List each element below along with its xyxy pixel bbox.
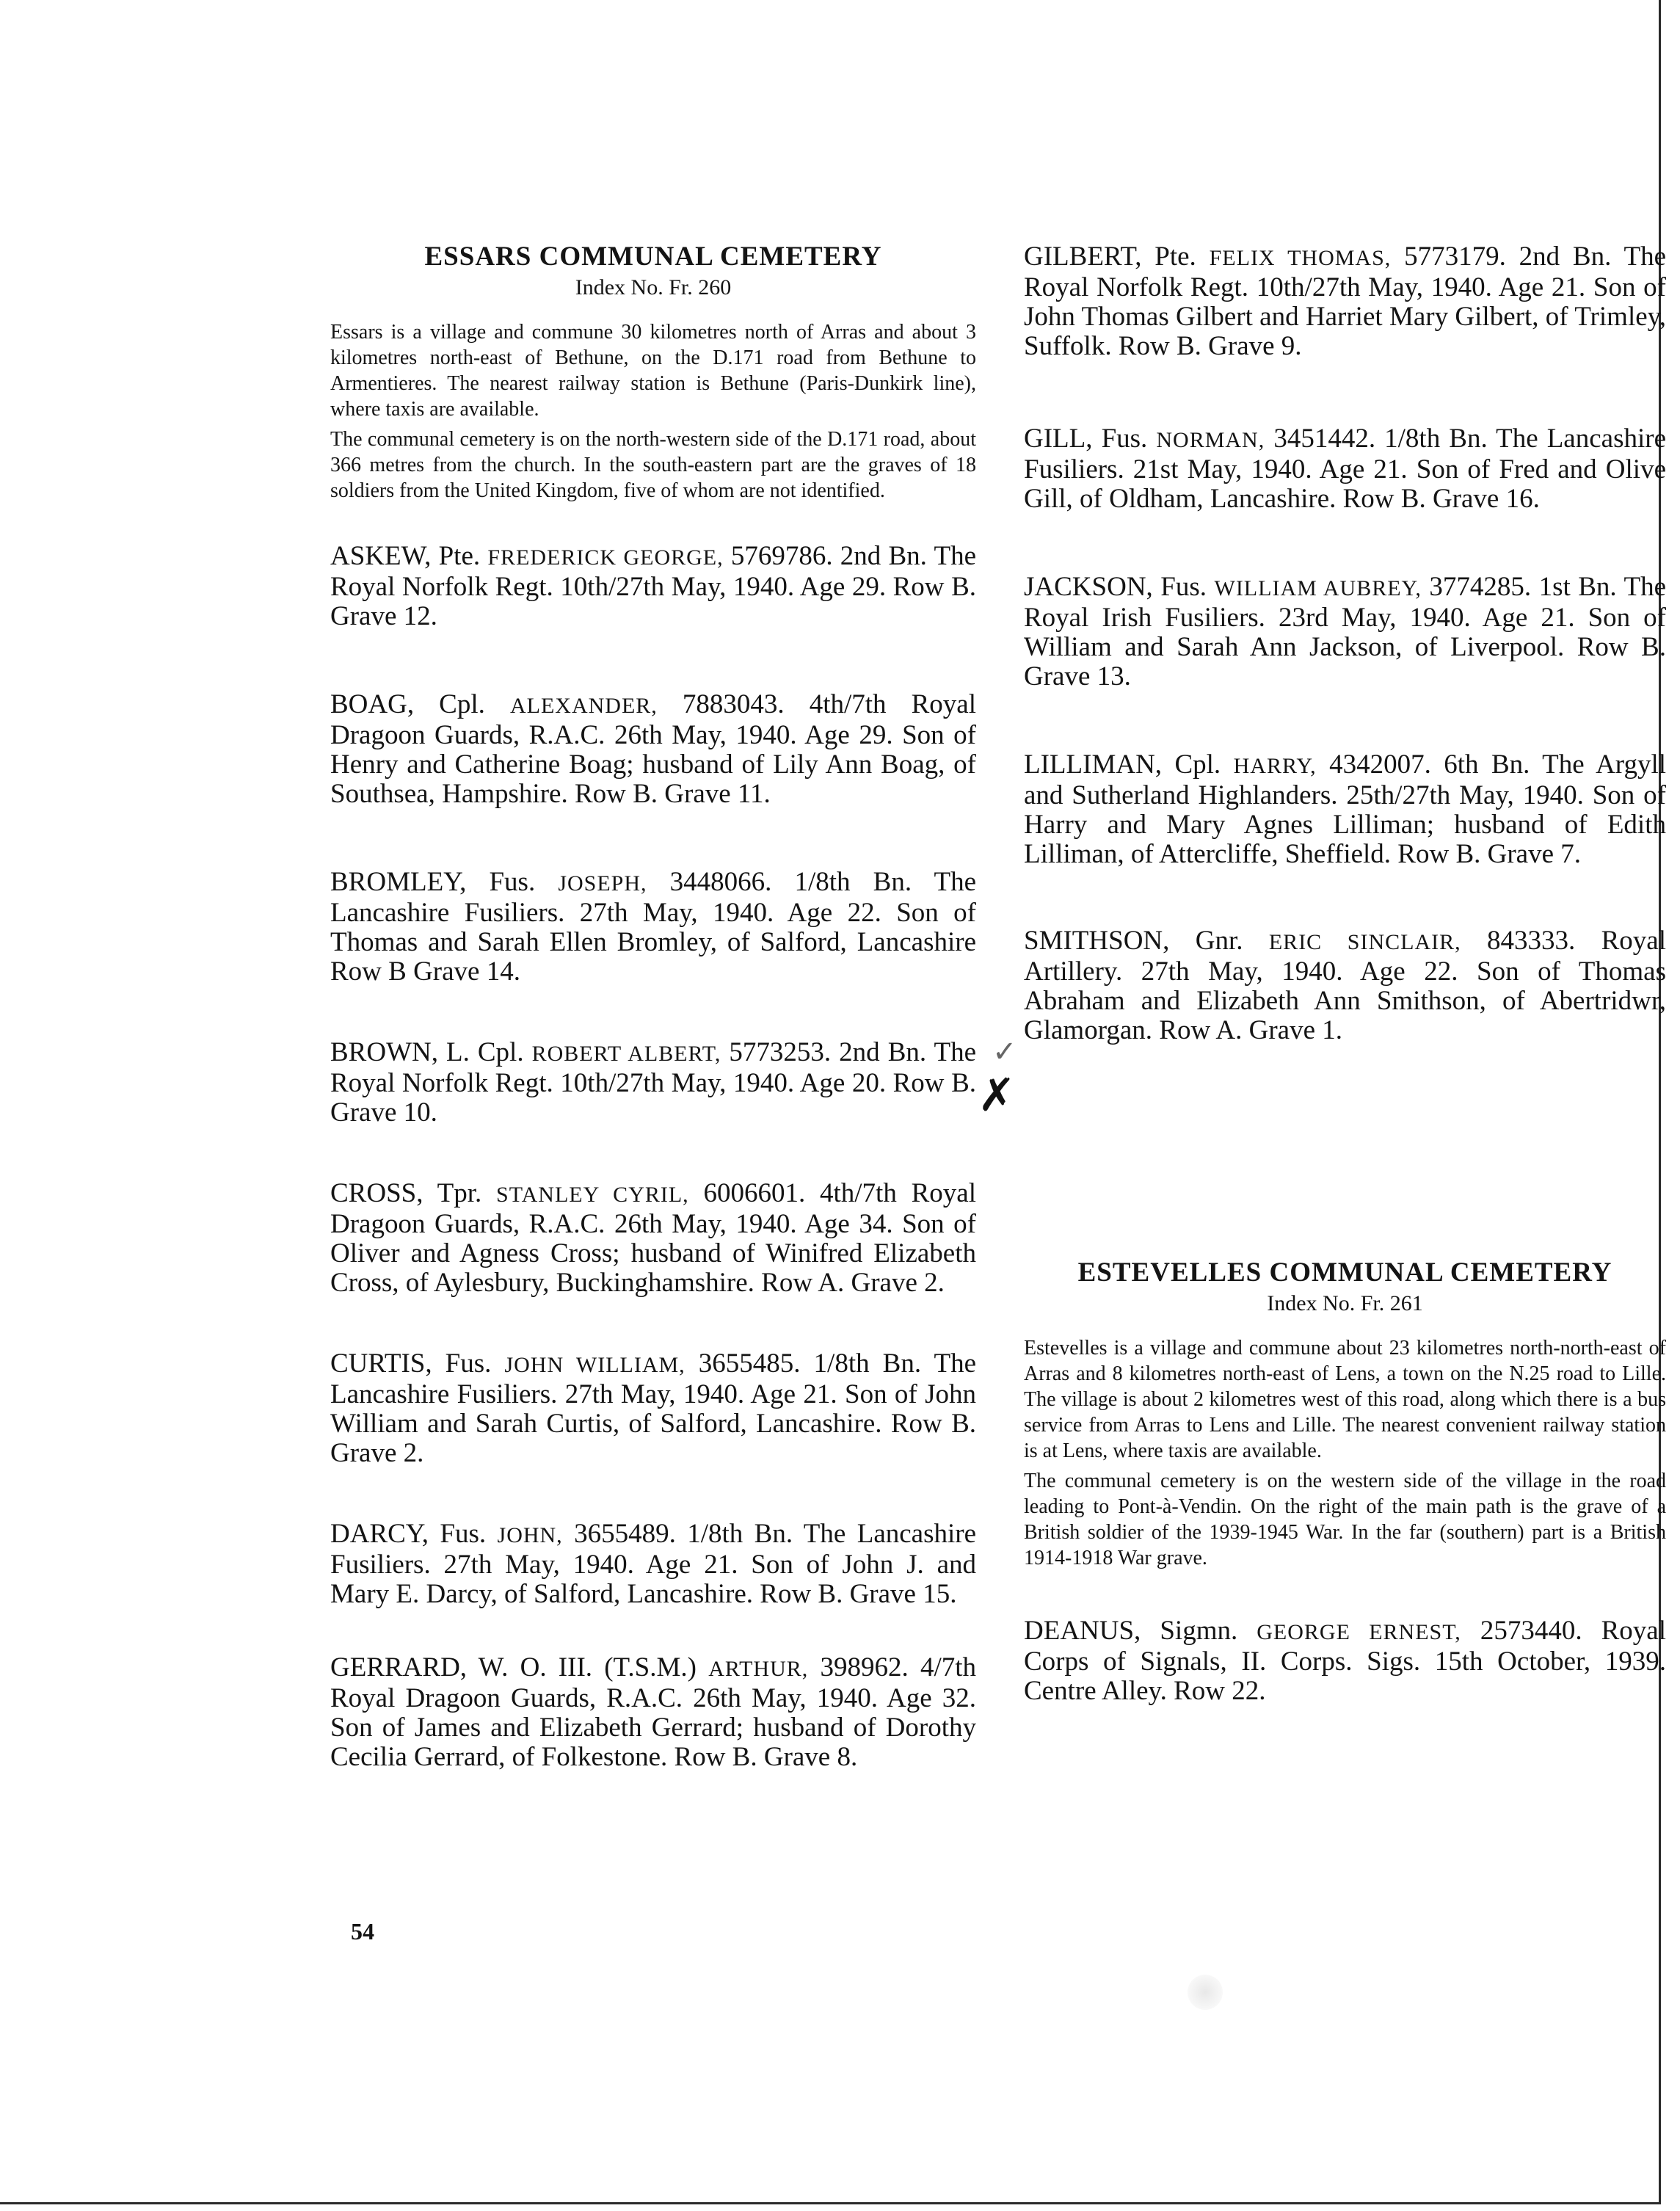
cemetery-description: The communal cemetery is on the north-western side of the D.171 road, about 366 metres from the church. In the south-eastern part are the graves of 18 soldiers from the United Kingdom, five of whom are not identified. bbox=[330, 427, 976, 502]
casualty-forenames: JOHN, bbox=[497, 1522, 563, 1547]
casualty-forenames: HARRY, bbox=[1233, 754, 1317, 778]
casualty-name: GERRARD, W. O. III. (T.S.M.) bbox=[330, 1652, 697, 1682]
casualty-details: 2573440. Royal Corps of Signals, II. Corps. Sigs. 15th October, 1939. Centre Alley. Row 22. bbox=[1024, 1615, 1667, 1706]
paper-smudge bbox=[1188, 1975, 1223, 2010]
casualty-name: CROSS, Tpr. bbox=[330, 1177, 482, 1208]
casualty-forenames: FELIX THOMAS, bbox=[1209, 246, 1392, 270]
casualty-entry-brown bbox=[330, 1038, 976, 1128]
casualty-details: 5769786. 2nd Bn. The Royal Norfolk Regt. 10th/27th May, 1940. Age 29. Row B. Grave 12. bbox=[330, 540, 976, 631]
casualty-entry-gill bbox=[1024, 424, 1666, 514]
casualty-details: 6006601. 4th/7th Royal Dragoon Guards, R.A.C. 26th May, 1940. Age 34. Son of Oliver and Agness Cross; husband of Winifred Elizabeth Cross, of Aylesbury, Buckinghamshire. Row A. Grave 2. bbox=[330, 1177, 976, 1298]
casualty-entry-askew bbox=[330, 542, 976, 631]
casualty-entry-gerrard bbox=[330, 1653, 976, 1772]
casualty-entry-boag bbox=[330, 690, 976, 809]
casualty-name: BROWN, L. Cpl. bbox=[330, 1036, 524, 1067]
casualty-details: 3448066. 1/8th Bn. The Lancashire Fusiliers. 27th May, 1940. Age 22. Son of Thomas and Sarah Ellen Bromley, of Salford, Lancashire Row B Grave 14. bbox=[330, 866, 977, 987]
casualty-details: 5773253. 2nd Bn. The Royal Norfolk Regt. 10th/27th May, 1940. Age 20. Row B. Grave 10. bbox=[330, 1036, 977, 1128]
check-icon: ✓ bbox=[992, 1035, 1017, 1069]
casualty-details: 398962. 4/7th Royal Dragoon Guards, R.A.C. 26th May, 1940. Age 32. Son of James and Elizabeth Gerrard; husband of Dorothy Cecilia Gerrard, of Folkestone. Row B. Grave 8. bbox=[330, 1652, 977, 1772]
casualty-details: 3655489. 1/8th Bn. The Lancashire Fusiliers. 27th May, 1940. Age 21. Son of John J. and Mary E. Darcy, of Salford, Lancashire. Row B. Grave 15. bbox=[330, 1518, 977, 1609]
cemetery-title-essars: ESSARS COMMUNAL CEMETERY bbox=[424, 242, 882, 272]
casualty-details: 7883043. 4th/7th Royal Dragoon Guards, R.A.C. 26th May, 1940. Age 29. Son of Henry and Catherine Boag; husband of Lily Ann Boag, of Southsea, Hampshire. Row B. Grave 11. bbox=[330, 689, 976, 809]
casualty-entry-gilbert bbox=[1024, 242, 1666, 361]
casualty-entry-cross bbox=[330, 1179, 976, 1298]
casualty-details: 5773179. 2nd Bn. The Royal Norfolk Regt. 10th/27th May, 1940. Age 21. Son of John Thomas Gilbert and Harriet Mary Gilbert, of Trimley, Suffolk. Row B. Grave 9. bbox=[1024, 242, 1666, 361]
casualty-name: GILL, Fus. bbox=[1024, 424, 1148, 454]
casualty-name: GILBERT, Pte. bbox=[1024, 242, 1196, 272]
cemetery-title-estevelles: ESTEVELLES COMMUNAL CEMETERY bbox=[1077, 1257, 1612, 1288]
casualty-entry-deanus bbox=[1024, 1616, 1666, 1706]
casualty-forenames: JOSEPH, bbox=[558, 871, 647, 896]
casualty-forenames: ROBERT ALBERT, bbox=[531, 1041, 721, 1066]
casualty-entry-lilliman bbox=[1024, 750, 1666, 869]
casualty-entry-jackson bbox=[1024, 573, 1666, 691]
left-column bbox=[330, 242, 976, 1772]
casualty-forenames: STANLEY CYRIL, bbox=[496, 1182, 689, 1207]
casualty-details: 4342007. 6th Bn. The Argyll and Sutherland Highlanders. 25th/27th May, 1940. Son of Harry and Mary Agnes Lilliman; husband of Edith Lilliman, of Attercliffe, Sheffield. Row B. Grave 7. bbox=[1024, 749, 1666, 869]
casualty-name: SMITHSON, Gnr. bbox=[1024, 926, 1243, 956]
casualty-forenames: FREDERICK GEORGE, bbox=[487, 545, 724, 570]
cemetery-description: Estevelles is a village and commune about 23 kilometres north-north-east of Arras and 8 kilometres north-east of Lens, a town on the N.25 road to Lille. The village is about 2 kilometres west of this road, along which there is a bus service from Arras to Lens and Lille. The nearest convenient railway station is at Lens, where taxis are available. bbox=[1024, 1336, 1666, 1462]
page-number: 54 bbox=[351, 1918, 374, 1945]
casualty-details: 3774285. 1st Bn. The Royal Irish Fusiliers. 23rd May, 1940. Age 21. Son of William and Sarah Ann Jackson, of Liverpool. Row B. Grave 13. bbox=[1024, 572, 1667, 691]
casualty-entry-smithson bbox=[1024, 926, 1666, 1045]
cemetery-description: The communal cemetery is on the western side of the village in the road leading to Pont-à-Vendin. On the right of the main path is the grave of a British soldier of the 1939-1945 War. In the far (southern) part is a British 1914-1918 War grave. bbox=[1024, 1469, 1666, 1569]
casualty-entry-bromley bbox=[330, 868, 976, 987]
cross-icon: ✗ bbox=[978, 1068, 1016, 1122]
casualty-details: 843333. Royal Artillery. 27th May, 1940. Age 22. Son of Thomas Abraham and Elizabeth Ann Smithson, of Abertridwr, Glamorgan. Row A. Grave 1. bbox=[1024, 926, 1666, 1045]
right-column bbox=[1024, 242, 1666, 1706]
casualty-forenames: ERIC SINCLAIR, bbox=[1268, 930, 1461, 954]
casualty-forenames: ARTHUR, bbox=[708, 1656, 809, 1681]
casualty-details: 3655485. 1/8th Bn. The Lancashire Fusiliers. 27th May, 1940. Age 21. Son of John William and Sarah Curtis, of Salford, Lancashire. Row B. Grave 2. bbox=[330, 1348, 977, 1468]
cemetery-index-essars: Index No. Fr. 260 bbox=[575, 275, 732, 299]
casualty-name: JACKSON, Fus. bbox=[1024, 572, 1207, 602]
casualty-name: BROMLEY, Fus. bbox=[330, 866, 536, 897]
casualty-details: 3451442. 1/8th Bn. The Lancashire Fusiliers. 21st May, 1940. Age 21. Son of Fred and Olive Gill, of Oldham, Lancashire. Row B. Grave 16. bbox=[1024, 424, 1666, 514]
casualty-name: BOAG, Cpl. bbox=[330, 689, 485, 719]
casualty-forenames: GEORGE ERNEST, bbox=[1257, 1619, 1461, 1644]
cemetery-index-estevelles: Index No. Fr. 261 bbox=[1267, 1290, 1423, 1315]
casualty-forenames: WILLIAM AUBREY, bbox=[1214, 576, 1422, 600]
casualty-name: CURTIS, Fus. bbox=[330, 1348, 492, 1379]
casualty-forenames: NORMAN, bbox=[1156, 428, 1265, 452]
casualty-entry-darcy bbox=[330, 1520, 976, 1609]
casualty-name: LILLIMAN, Cpl. bbox=[1024, 749, 1221, 780]
cemetery-description: Essars is a village and commune 30 kilometres north of Arras and about 3 kilometres north-east of Bethune, on the D.171 road from Bethune to Armentieres. The nearest railway station is Bethune (Paris-Dunkirk line), where taxis are available. bbox=[330, 320, 976, 421]
casualty-entry-curtis bbox=[330, 1349, 976, 1468]
casualty-name: DEANUS, Sigmn. bbox=[1024, 1615, 1238, 1646]
casualty-forenames: ALEXANDER, bbox=[509, 693, 658, 718]
casualty-name: ASKEW, Pte. bbox=[330, 540, 481, 571]
casualty-name: DARCY, Fus. bbox=[330, 1518, 487, 1549]
casualty-forenames: JOHN WILLIAM, bbox=[504, 1352, 686, 1377]
